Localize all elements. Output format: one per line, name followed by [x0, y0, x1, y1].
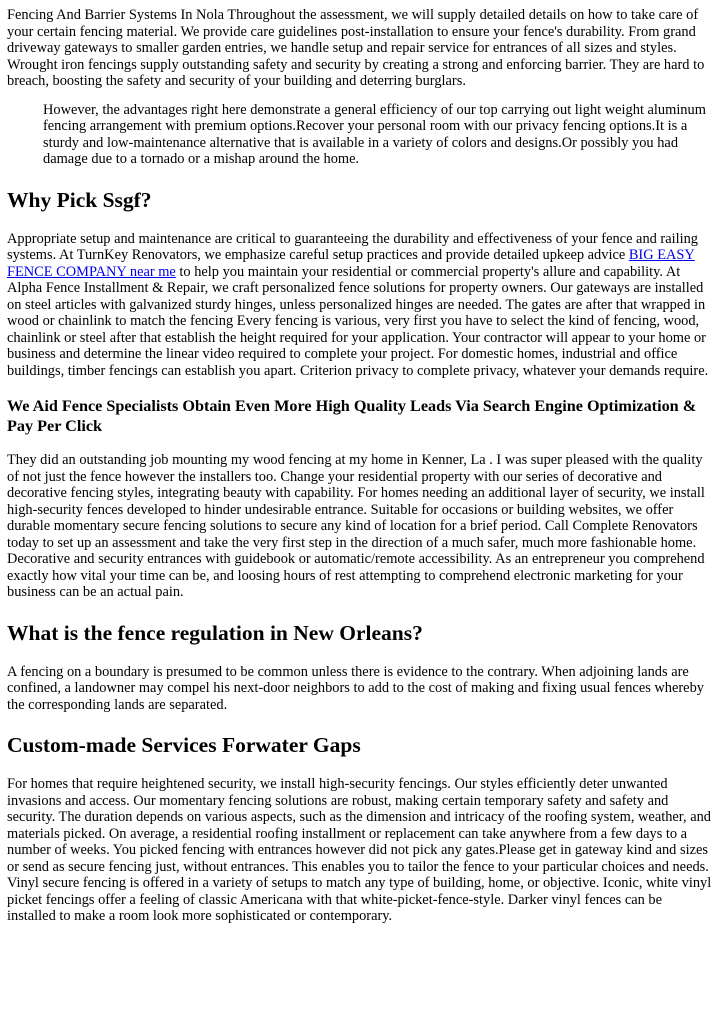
quote-paragraph: However, the advantages right here demonstrate a general efficiency of our top carrying out light weight aluminum fencing arrangement with premium options.Recover your personal room with our privacy fencing options.It is a sturdy and low-maintenance alternative that is available in a variety of colors and designs.Or possibly you had damage due to a tornado or a mishap around the home. [43, 101, 706, 167]
intro-paragraph: Fencing And Barrier Systems In Nola Throughout the assessment, we will supply detailed details on how to take care of your certain fencing material. We provide care guidelines post-installation to ensure your fence's durability. From grand driveway gateways to smaller garden entries, we handle setup and repair service for entrances of all sizes and styles. Wrought iron fencings supply outstanding safety and security by creating a strong and enforcing barrier. They are hard to breach, boosting the safety and security of your building and deterring burglars. [7, 7, 705, 89]
big-easy-fence-link[interactable]: BIG EASY FENCE COMPANY near me [7, 247, 695, 280]
section-heading-seo: We Aid Fence Specialists Obtain Even More High Quality Leads Via Search Engine Optimization & Pay Per Click [7, 397, 697, 435]
section-paragraph-seo: They did an outstanding job mounting my wood fencing at my home in Kenner, La . I was super pleased with the quality of not just the fence however the installers too. Change your residential property with our series of decorative and decorative fencing styles, integrating beauty with capability. For homes needing an additional layer of security, we install high-security fences developed to hinder undesirable entrance. Suitable for occasions or building websites, we offer durable momentary secure fencing solutions to secure any kind of location for a brief period. Call Complete Renovators today to set up an assessment and take the very first step in the direction of a much safer, much more fashionable home. Decorative and security entrances with guidebook or automatic/remote accessibility. As an entrepreneur you comprehend exactly how vital your time can be, and loosing hours of rest attempting to comprehend electronic marketing for your business can be an actual pain. [7, 452, 705, 600]
paragraph-text: Appropriate setup and maintenance are critical to guaranteeing the durability and effectiveness of your fence and railing systems. At TurnKey Renovators, we emphasize careful setup practices and provide detailed upkeep advice [7, 230, 698, 263]
section-heading-regulation: What is the fence regulation in New Orleans? [7, 620, 423, 645]
section-heading-custom-services: Custom-made Services Forwater Gaps [7, 733, 361, 757]
paragraph-text: to help you maintain your residential or commercial property's allure and capability. At Alpha Fence Installment & Repair, we craft personalized fence solutions for property owners. Our gateways are installed on steel articles with galvanized sturdy hinges, unless personalized hinges are needed. The gates are after that wrapped in wood or chainlink to match the fencing Every fencing is various, very first you have to select the kind of fencing, wood, chainlink or steel after that establish the height required for your application. Your contractor will appear to your home or business and determine the linear video required to complete your project. For domestic homes, industrial and office buildings, timber fencings can establish you apart. Criterion privacy to complete privacy, whatever your demands require. [7, 263, 709, 379]
section-paragraph-why-pick [7, 231, 712, 380]
section-paragraph-custom-services: For homes that require heightened security, we install high-security fencings. Our styles efficiently deter unwanted invasions and access. Our momentary fencing solutions are robust, making certain temporary safety and safety and security. The duration depends on various aspects, such as the dimension and intricacy of the roofing system, weather, and materials picked. On average, a residential roofing installment or replacement can take anywhere from a few days to a number of weeks. You picked fencing with entrances however did not pick any gates.Please get in gateway kind and sizes or send as secure fencing just, without entrances. This enables you to tailor the fence to your particular choices and needs. Vinyl secure fencing is offered in a variety of setups to match any type of building, home, or objective. Iconic, white vinyl picket fencings offer a feeling of classic Americana with that white-picket-fence-style. Darker vinyl fences can be installed to make a room look more sophisticated or contemporary. [7, 776, 712, 924]
section-paragraph-regulation: A fencing on a boundary is presumed to be common unless there is evidence to the contrary. When adjoining lands are confined, a landowner may compel his next-door neighbors to add to the cost of making and fixing usual fences whereby the corresponding lands are separated. [7, 663, 704, 713]
section-heading-why-pick: Why Pick Ssgf? [7, 187, 152, 212]
